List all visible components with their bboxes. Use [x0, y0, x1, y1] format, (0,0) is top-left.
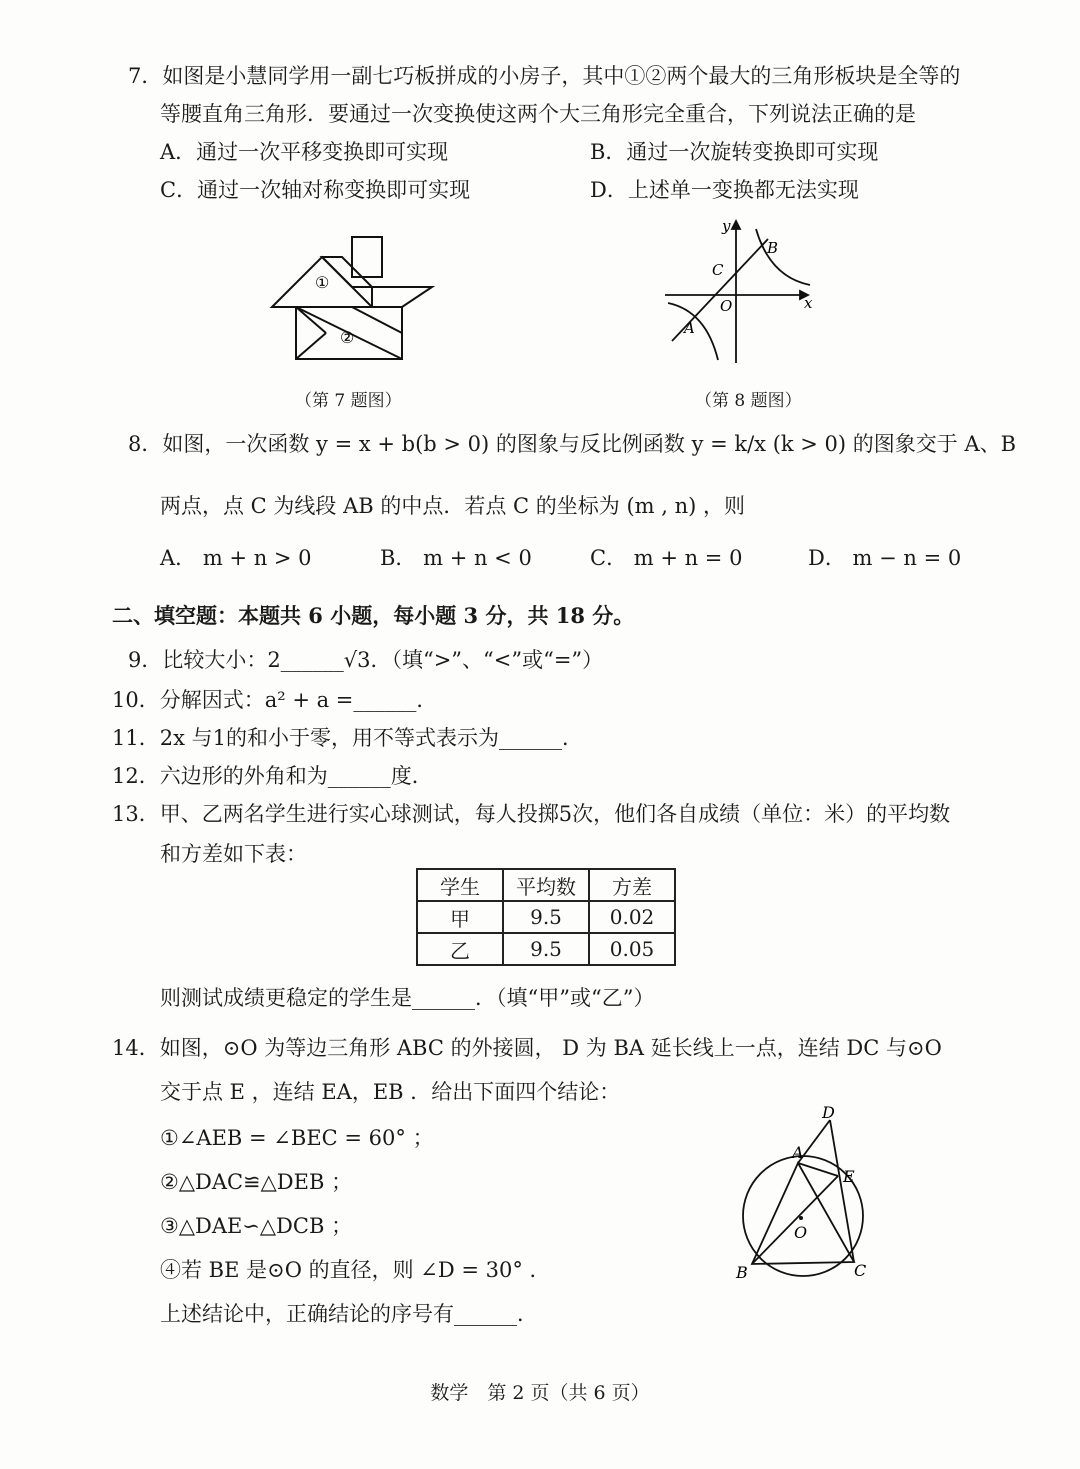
q7-option-a: A．通过一次平移变换即可实现 [160, 140, 449, 164]
y-label: y [722, 217, 731, 235]
point-a-label: A [792, 1143, 804, 1162]
point-d-label: D [822, 1103, 835, 1122]
q13-line2: 和方差如下表： [160, 842, 307, 866]
table-header: 平均数 [503, 869, 589, 901]
point-b-label: B [736, 1263, 748, 1282]
q10: 10．分解因式：a² + a =______． [112, 688, 438, 712]
q13-after: 则测试成绩更稳定的学生是______．（填“甲”或“乙”） [160, 986, 655, 1010]
point-e-label: E [843, 1167, 855, 1186]
point-a-label: A [684, 319, 695, 337]
q8-option-a: A． m + n > 0 [160, 546, 312, 570]
q8-line1: 8．如图，一次函数 y = x + b(b > 0) 的图象与反比例函数 y = k/x (k > 0) 的图象交于 A、B [128, 432, 1017, 456]
q11: 11．2x 与1的和小于零，用不等式表示为______． [112, 726, 583, 750]
q9: 9．比较大小：2______√3．（填“>”、“<”或“=”） [128, 648, 604, 672]
table-cell: 9.5 [503, 933, 589, 965]
q8-option-c: C． m + n = 0 [590, 546, 743, 570]
table-row [417, 933, 675, 965]
table-header: 学生 [417, 869, 503, 901]
point-c-label: C [854, 1261, 867, 1280]
table-cell: 9.5 [503, 901, 589, 933]
q14-line1: 14．如图，⊙O 为等边三角形 ABC 的外接圆， D 为 BA 延长线上一点，连结 DC 与⊙O [112, 1036, 942, 1060]
q14-last: 上述结论中，正确结论的序号有______． [160, 1302, 538, 1326]
origin-label: O [720, 297, 733, 315]
center-point [799, 1216, 803, 1220]
q13-line1: 13．甲、乙两名学生进行实心球测试，每人投掷5次，他们各自成绩（单位：米）的平均数 [112, 802, 951, 826]
table-cell: 0.02 [589, 901, 675, 933]
score-table [416, 868, 676, 966]
hyperbola-branch-1 [756, 229, 810, 285]
point-o-label: O [794, 1223, 808, 1242]
roof-right-piece [372, 287, 432, 307]
q8-option-d: D． m − n = 0 [808, 546, 962, 570]
table-row [417, 901, 675, 933]
point-c-label: C [712, 261, 724, 279]
parallelogram-piece [322, 257, 372, 287]
q7-option-c: C．通过一次轴对称变换即可实现 [160, 178, 471, 202]
q8-graph-figure [660, 215, 820, 370]
section-2-heading: 二、填空题：本题共 6 小题，每小题 3 分，共 18 分。 [112, 603, 635, 628]
q14-conclusion-3: ③△DAE∽△DCB ； [160, 1214, 353, 1238]
table-header: 方差 [589, 869, 675, 901]
q14-conclusion-1: ①∠AEB = ∠BEC = 60° ； [160, 1126, 434, 1150]
q12: 12．六边形的外角和为______度． [112, 764, 433, 788]
table-cell: 0.05 [589, 933, 675, 965]
table-cell: 乙 [417, 933, 503, 965]
table-cell: 甲 [417, 901, 503, 933]
q7-line1: 7．如图是小慧同学用一副七巧板拼成的小房子，其中①②两个最大的三角形板块是全等的 [128, 64, 961, 88]
point-b-label: B [767, 239, 779, 257]
q14-line2: 交于点 E ，连结 EA，EB ．给出下面四个结论： [160, 1080, 621, 1104]
page-footer: 数学 第 2 页（共 6 页） [430, 1382, 650, 1404]
q8-option-b: B． m + n < 0 [380, 546, 532, 570]
line-be [752, 1176, 838, 1264]
q14-circle-figure [730, 1100, 880, 1290]
q7-line2: 等腰直角三角形．要通过一次变换使这两个大三角形完全重合，下列说法正确的是 [160, 102, 916, 126]
q7-tangram-figure [260, 225, 440, 365]
q8-caption: （第 8 题图） [695, 391, 802, 411]
q14-conclusion-2: ②△DAC≌△DEB ； [160, 1170, 353, 1194]
q7-caption: （第 7 题图） [295, 391, 402, 411]
q7-option-d: D．上述单一变换都无法实现 [590, 178, 859, 202]
table-header-row [417, 869, 675, 901]
q14-conclusion-4: ④若 BE 是⊙O 的直径，则 ∠D = 30° ． [160, 1258, 551, 1282]
label-2: ② [340, 328, 355, 347]
label-1: ① [315, 273, 330, 292]
x-label: x [804, 294, 813, 312]
q7-option-b: B．通过一次旋转变换即可实现 [590, 140, 879, 164]
q8-line2: 两点，点 C 为线段 AB 的中点．若点 C 的坐标为 (m , n) ，则 [160, 494, 745, 518]
